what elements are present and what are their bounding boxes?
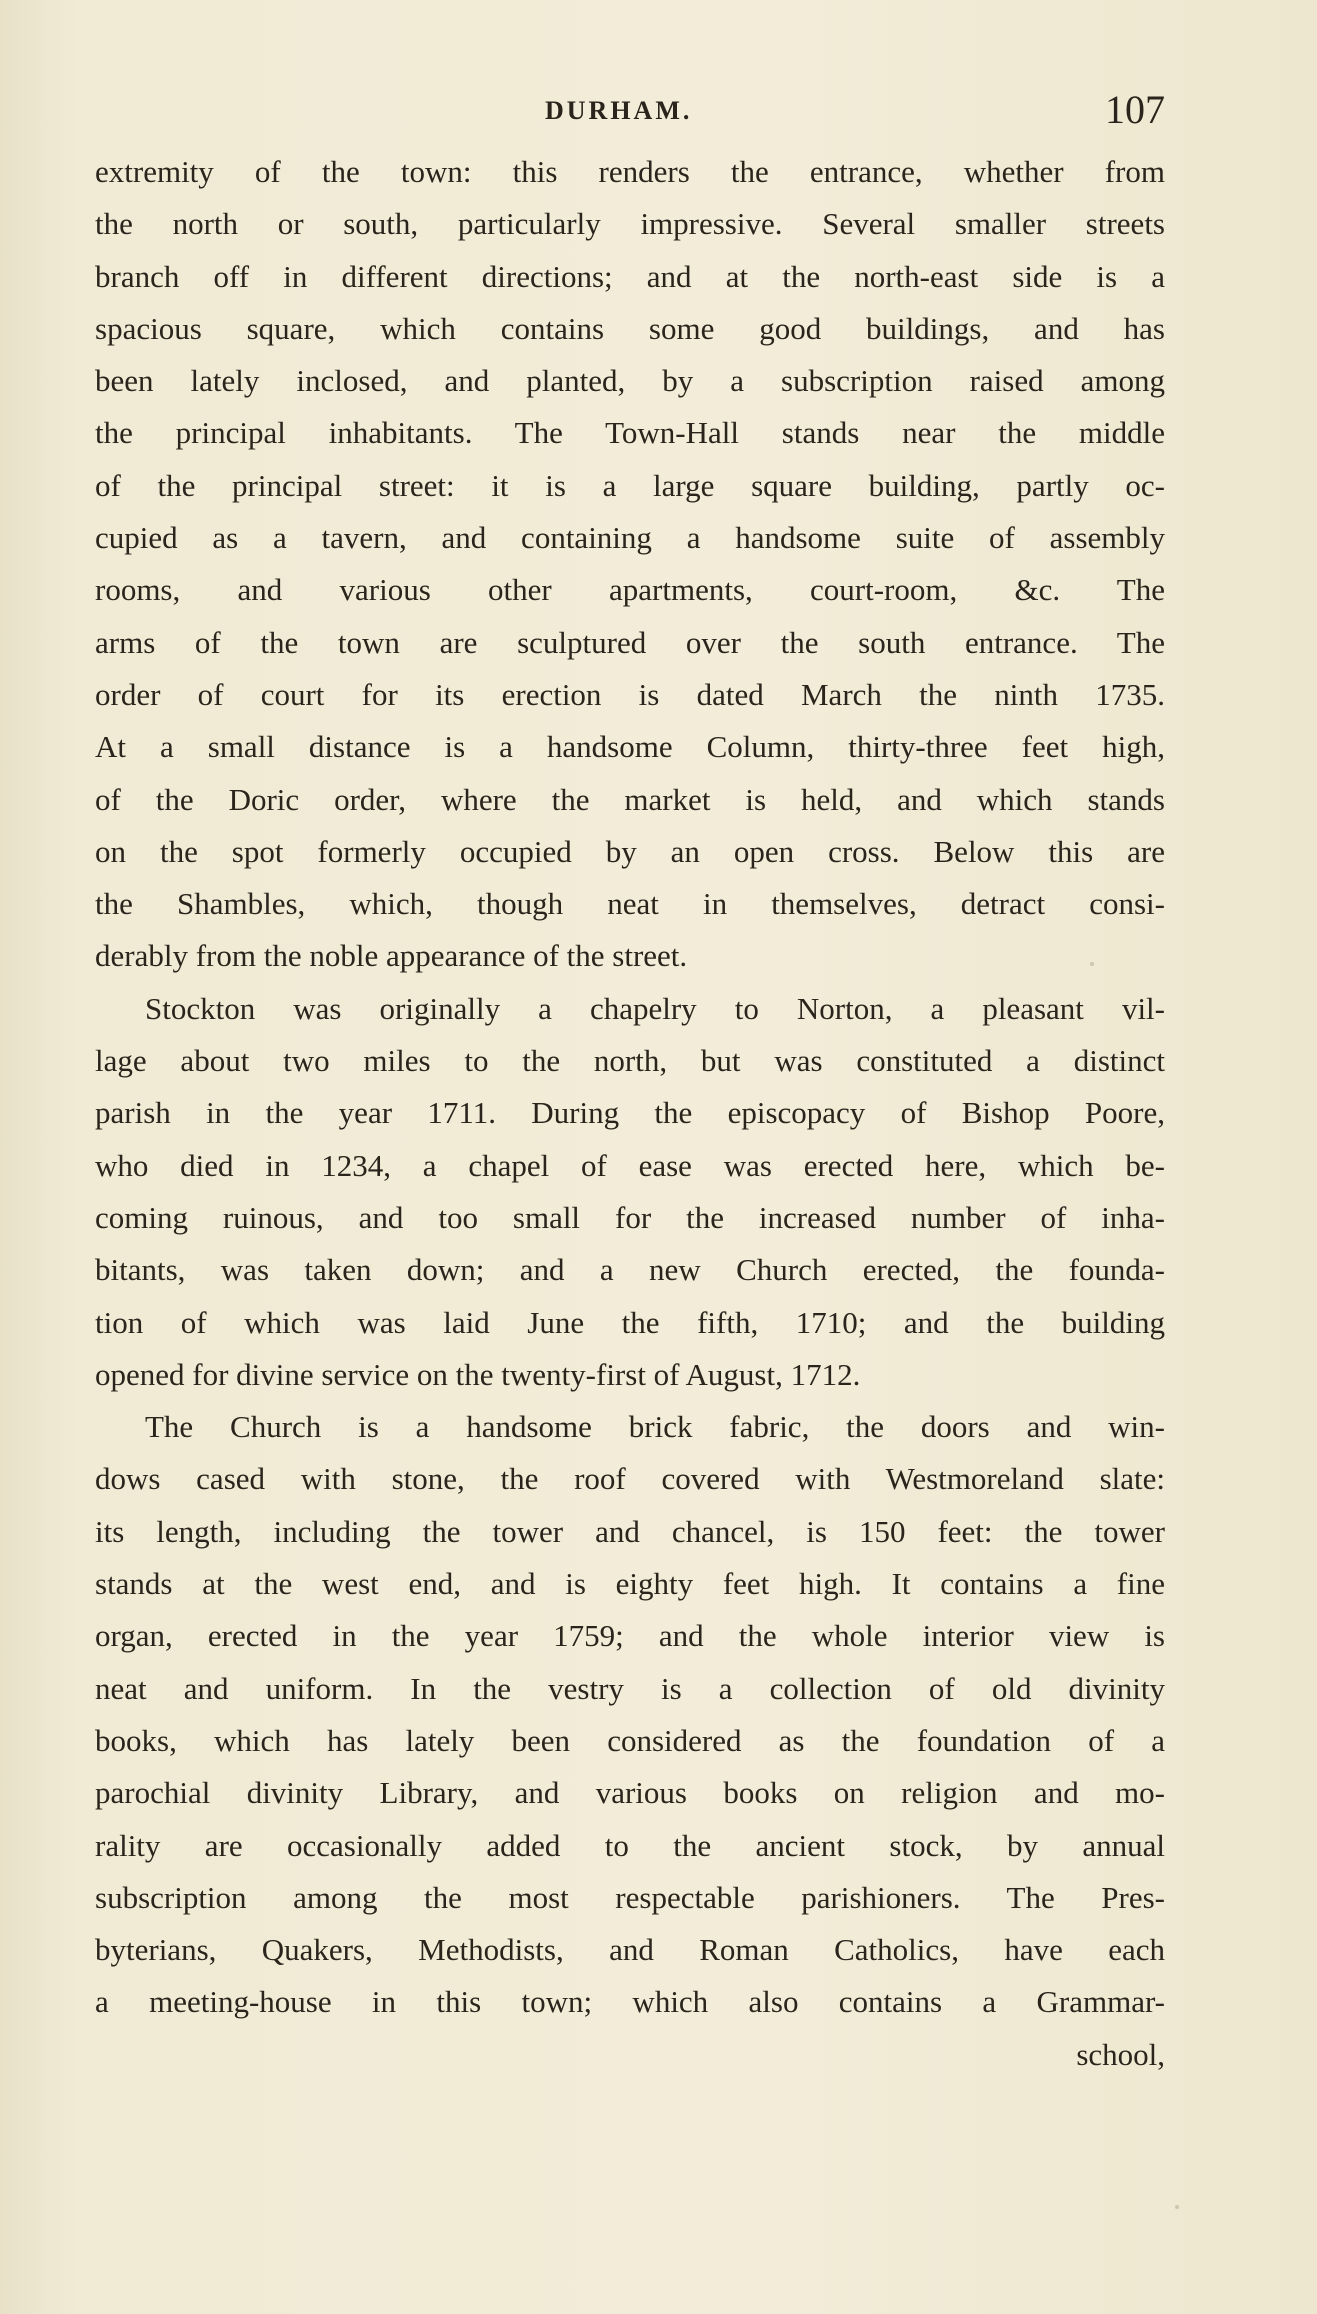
paragraph-first-line: Stockton was originally a chapelry to Norton, a pleasant vil- — [145, 990, 1165, 1026]
text-line: its length, including the tower and chancel, is 150 feet: the tower — [95, 1513, 1165, 1549]
paragraph-first-line: The Church is a handsome brick fabric, the doors and win- — [145, 1409, 1165, 1445]
text-line: rality are occasionally added to the ancient stock, by annual — [95, 1827, 1165, 1863]
text-line: spacious square, which contains some good buildings, and has — [95, 310, 1165, 346]
text-line: been lately inclosed, and planted, by a subscription raised among — [95, 363, 1165, 399]
text-line: order of court for its erection is dated March the ninth 1735. — [95, 676, 1165, 712]
text-line: rooms, and various other apartments, court-room, &c. The — [95, 572, 1165, 608]
text-line: of the Doric order, where the market is held, and which stands — [95, 781, 1165, 817]
text-line: parish in the year 1711. During the episcopacy of Bishop Poore, — [95, 1095, 1165, 1131]
text-line: who died in 1234, a chapel of ease was erected here, which be- — [95, 1147, 1165, 1183]
text-line: books, which has lately been considered as the foundation of a — [95, 1722, 1165, 1758]
text-line: a meeting-house in this town; which also contains a Grammar- — [95, 1984, 1165, 2020]
text-line: byterians, Quakers, Methodists, and Roman Catholics, have each — [95, 1932, 1165, 1968]
text-line: extremity of the town: this renders the entrance, whether from — [95, 154, 1165, 189]
paragraph-last-line: opened for divine service on the twenty-first of August, 1712. — [95, 1356, 861, 1392]
text-line: cupied as a tavern, and containing a handsome suite of assembly — [95, 520, 1165, 556]
body-text — [95, 146, 1165, 2081]
text-line: stands at the west end, and is eighty feet high. It contains a fine — [95, 1566, 1165, 1602]
page-header — [95, 86, 1165, 146]
running-head: DURHAM. — [545, 96, 693, 125]
paragraph-last-line: derably from the noble appearance of the street. — [95, 938, 688, 974]
text-line: parochial divinity Library, and various books on religion and mo- — [95, 1775, 1165, 1811]
text-line: At a small distance is a handsome Column, thirty-three feet high, — [95, 729, 1165, 765]
text-line: neat and uniform. In the vestry is a collection of old divinity — [95, 1670, 1165, 1706]
text-line: subscription among the most respectable parishioners. The Pres- — [95, 1879, 1165, 1915]
text-line: on the spot formerly occupied by an open cross. Below this are — [95, 833, 1165, 869]
page-number: 107 — [1105, 87, 1165, 132]
text-line: the Shambles, which, though neat in themselves, detract consi- — [95, 886, 1165, 922]
text-line: bitants, was taken down; and a new Church erected, the founda- — [95, 1252, 1165, 1288]
text-line: arms of the town are sculptured over the south entrance. The — [95, 624, 1165, 660]
text-line: branch off in different directions; and at the north-east side is a — [95, 258, 1165, 294]
text-line: the principal inhabitants. The Town-Hall stands near the middle — [95, 415, 1165, 451]
text-line: of the principal street: it is a large square building, partly oc- — [95, 467, 1165, 503]
paper-speck — [1175, 2205, 1179, 2209]
text-line: organ, erected in the year 1759; and the whole interior view is — [95, 1618, 1165, 1654]
text-line: lage about two miles to the north, but was constituted a distinct — [95, 1043, 1165, 1079]
text-line: the north or south, particularly impressive. Several smaller streets — [95, 206, 1165, 242]
text-line: coming ruinous, and too small for the increased number of inha- — [95, 1199, 1165, 1235]
text-line: dows cased with stone, the roof covered with Westmoreland slate: — [95, 1461, 1165, 1497]
text-line: tion of which was laid June the fifth, 1710; and the building — [95, 1304, 1165, 1340]
catchword: school, — [1076, 2036, 1165, 2072]
paper-speck — [1090, 962, 1094, 966]
